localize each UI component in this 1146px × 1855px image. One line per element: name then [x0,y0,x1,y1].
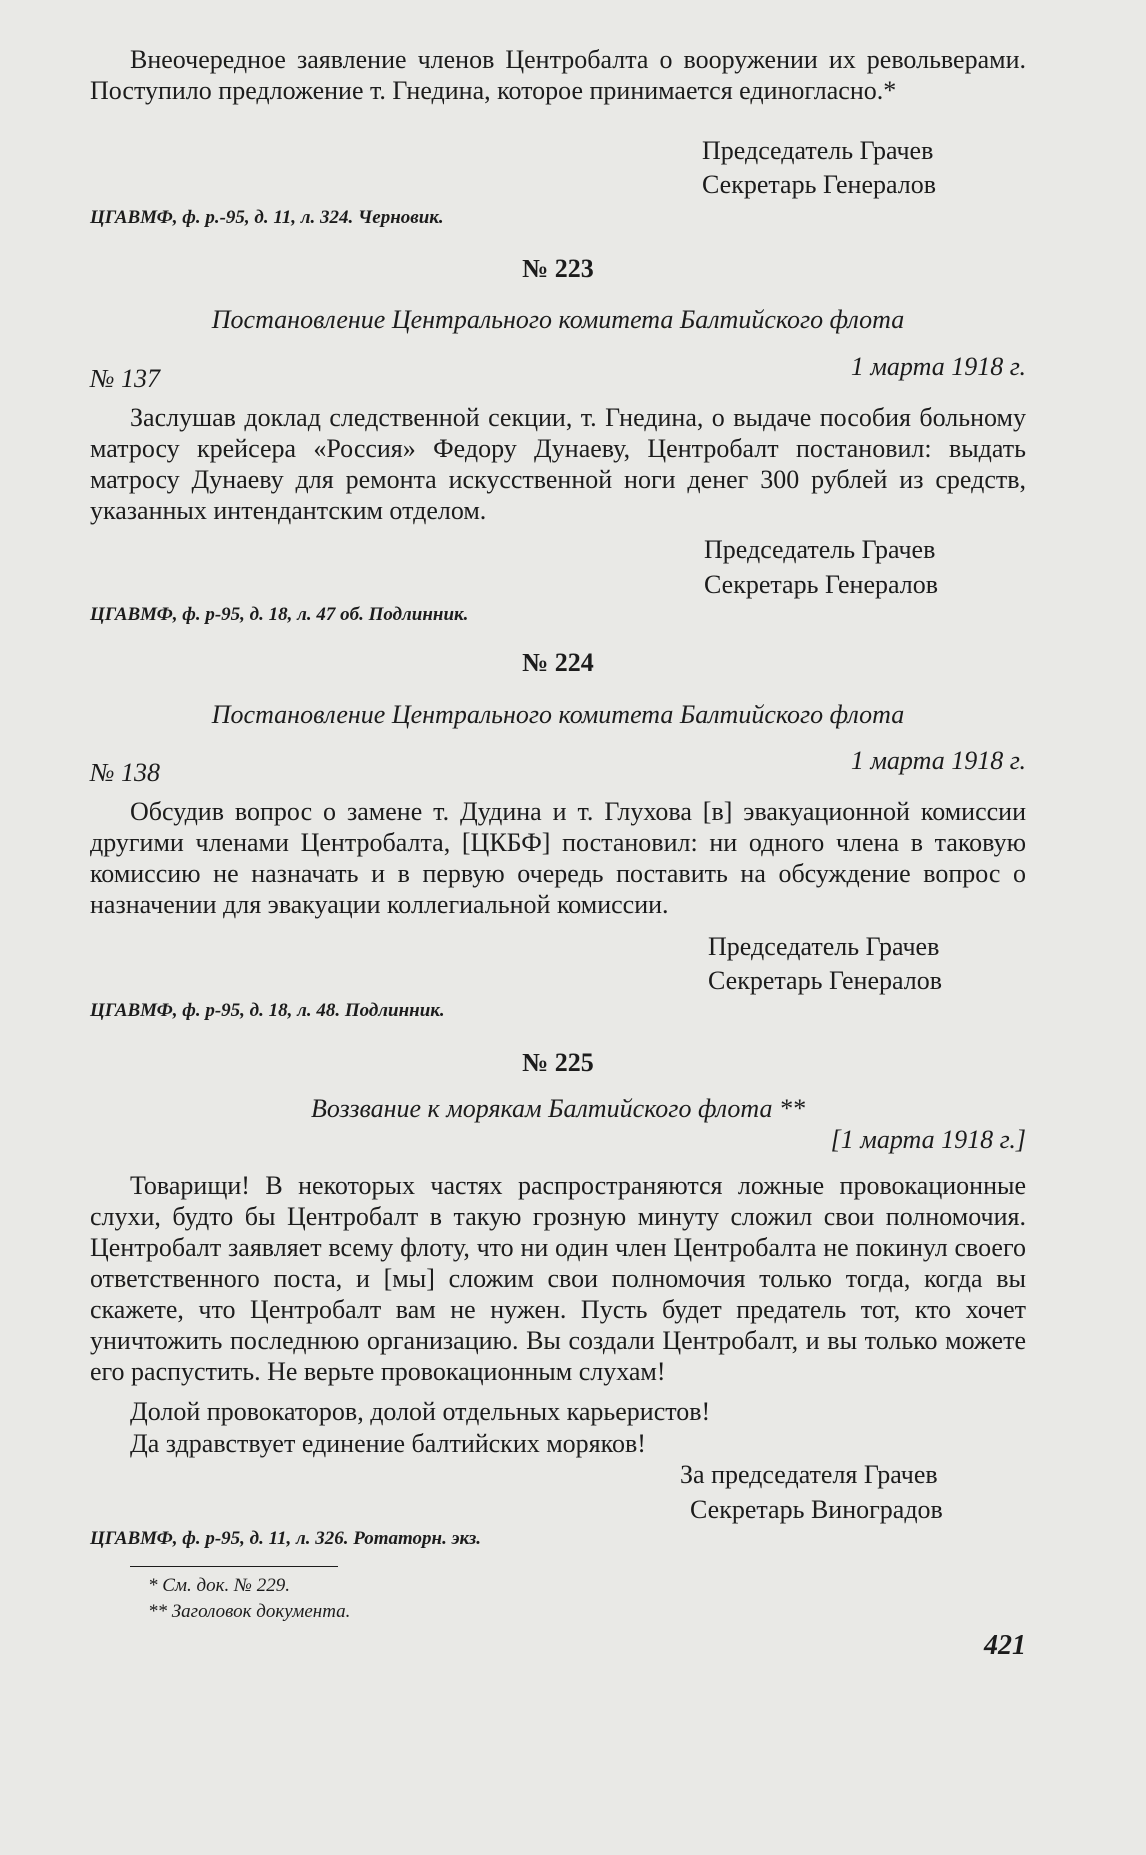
doc-225-slogan-2: Да здравствует единение балтийских моряков! [130,1429,646,1458]
doc-225-body: Товарищи! В некоторых частях распространяются ложные провокационные слухи, будто бы Центробалт в такую грозную минуту сложил свои полномочия. Центробалт заявляет всему флоту, что ни один член Центробалта не покинул своего ответственного поста, и [мы] сложим свои полномочия только тогда, когда вы скажете, что Центробалт вам не нужен. Пусть будет предатель тот, кто хочет уничтожить последнюю организацию. Вы создали Центробалт, и вы только можете его распустить. Не верьте провокационным слухам! [90,1171,1026,1386]
doc-225-archive-source: ЦГАВМФ, ф. р-95, д. 11, л. 326. Ротаторн. экз. [90,1528,482,1549]
doc-223-date: 1 марта 1918 г. [850,352,1026,381]
doc-223-number: № 223 [522,254,594,283]
doc-224-date: 1 марта 1918 г. [850,746,1026,775]
page-number: 421 [984,1630,1026,1661]
doc-224-title: Постановление Центрального комитета Балтийского флота [211,700,905,729]
doc-225-date: [1 марта 1918 г.] [830,1125,1026,1154]
doc-225-title: Воззвание к морякам Балтийского флота ** [311,1094,805,1123]
doc-223-title: Постановление Центрального комитета Балтийского флота [211,305,905,334]
footnote-rule [130,1566,338,1567]
doc-223-archive-source: ЦГАВМФ, ф. р-95, д. 18, л. 47 об. Подлинник. [90,604,469,625]
doc-223-signature-secretary: Секретарь Генералов [704,570,939,599]
doc-224-number: № 224 [522,648,594,677]
doc-225-number: № 225 [522,1048,594,1077]
intro-archive-source: ЦГАВМФ, ф. р.-95, д. 11, л. 324. Черновик. [90,207,444,228]
intro-signature-chair: Председатель Грачев [702,136,934,165]
doc-224-signature-secretary: Секретарь Генералов [708,966,943,995]
footnote-1: * См. док. № 229. [148,1575,290,1596]
intro-paragraph: Внеочередное заявление членов Центробалта о вооружении их револьверами. Поступило предложение т. Гнедина, которое принимается единогласно.* [90,45,1026,105]
doc-223-ref: № 137 [90,364,161,393]
doc-225-signature-secretary: Секретарь Виноградов [690,1495,943,1524]
text-column [90,0,1026,1855]
doc-225-signature-chair: За председателя Грачев [680,1460,938,1489]
doc-224-signature-chair: Председатель Грачев [708,932,940,961]
footnote-2: ** Заголовок документа. [148,1601,351,1622]
doc-225-slogan-1: Долой провокаторов, долой отдельных карьеристов! [130,1397,711,1426]
doc-224-ref: № 138 [90,758,161,787]
intro-signature-secretary: Секретарь Генералов [702,170,937,199]
doc-223-signature-chair: Председатель Грачев [704,535,936,564]
doc-223-body: Заслушав доклад следственной секции, т. Гнедина, о выдаче пособия больному матросу крейсера «Россия» Федору Дунаеву, Центробалт постановил: выдать матросу Дунаеву для ремонта искусственной ноги денег 300 рублей из средств, указанных интендантским отделом. [90,403,1026,525]
doc-224-archive-source: ЦГАВМФ, ф. р-95, д. 18, л. 48. Подлинник. [90,1000,445,1021]
doc-224-body: Обсудив вопрос о замене т. Дудина и т. Глухова [в] эвакуационной комиссии другими членами Центробалта, [ЦКБФ] постановил: ни одного члена в таковую комиссию не назначать и в первую очередь поставить на обсуждение вопрос о назначении для эвакуации коллегиальной комиссии. [90,797,1026,919]
